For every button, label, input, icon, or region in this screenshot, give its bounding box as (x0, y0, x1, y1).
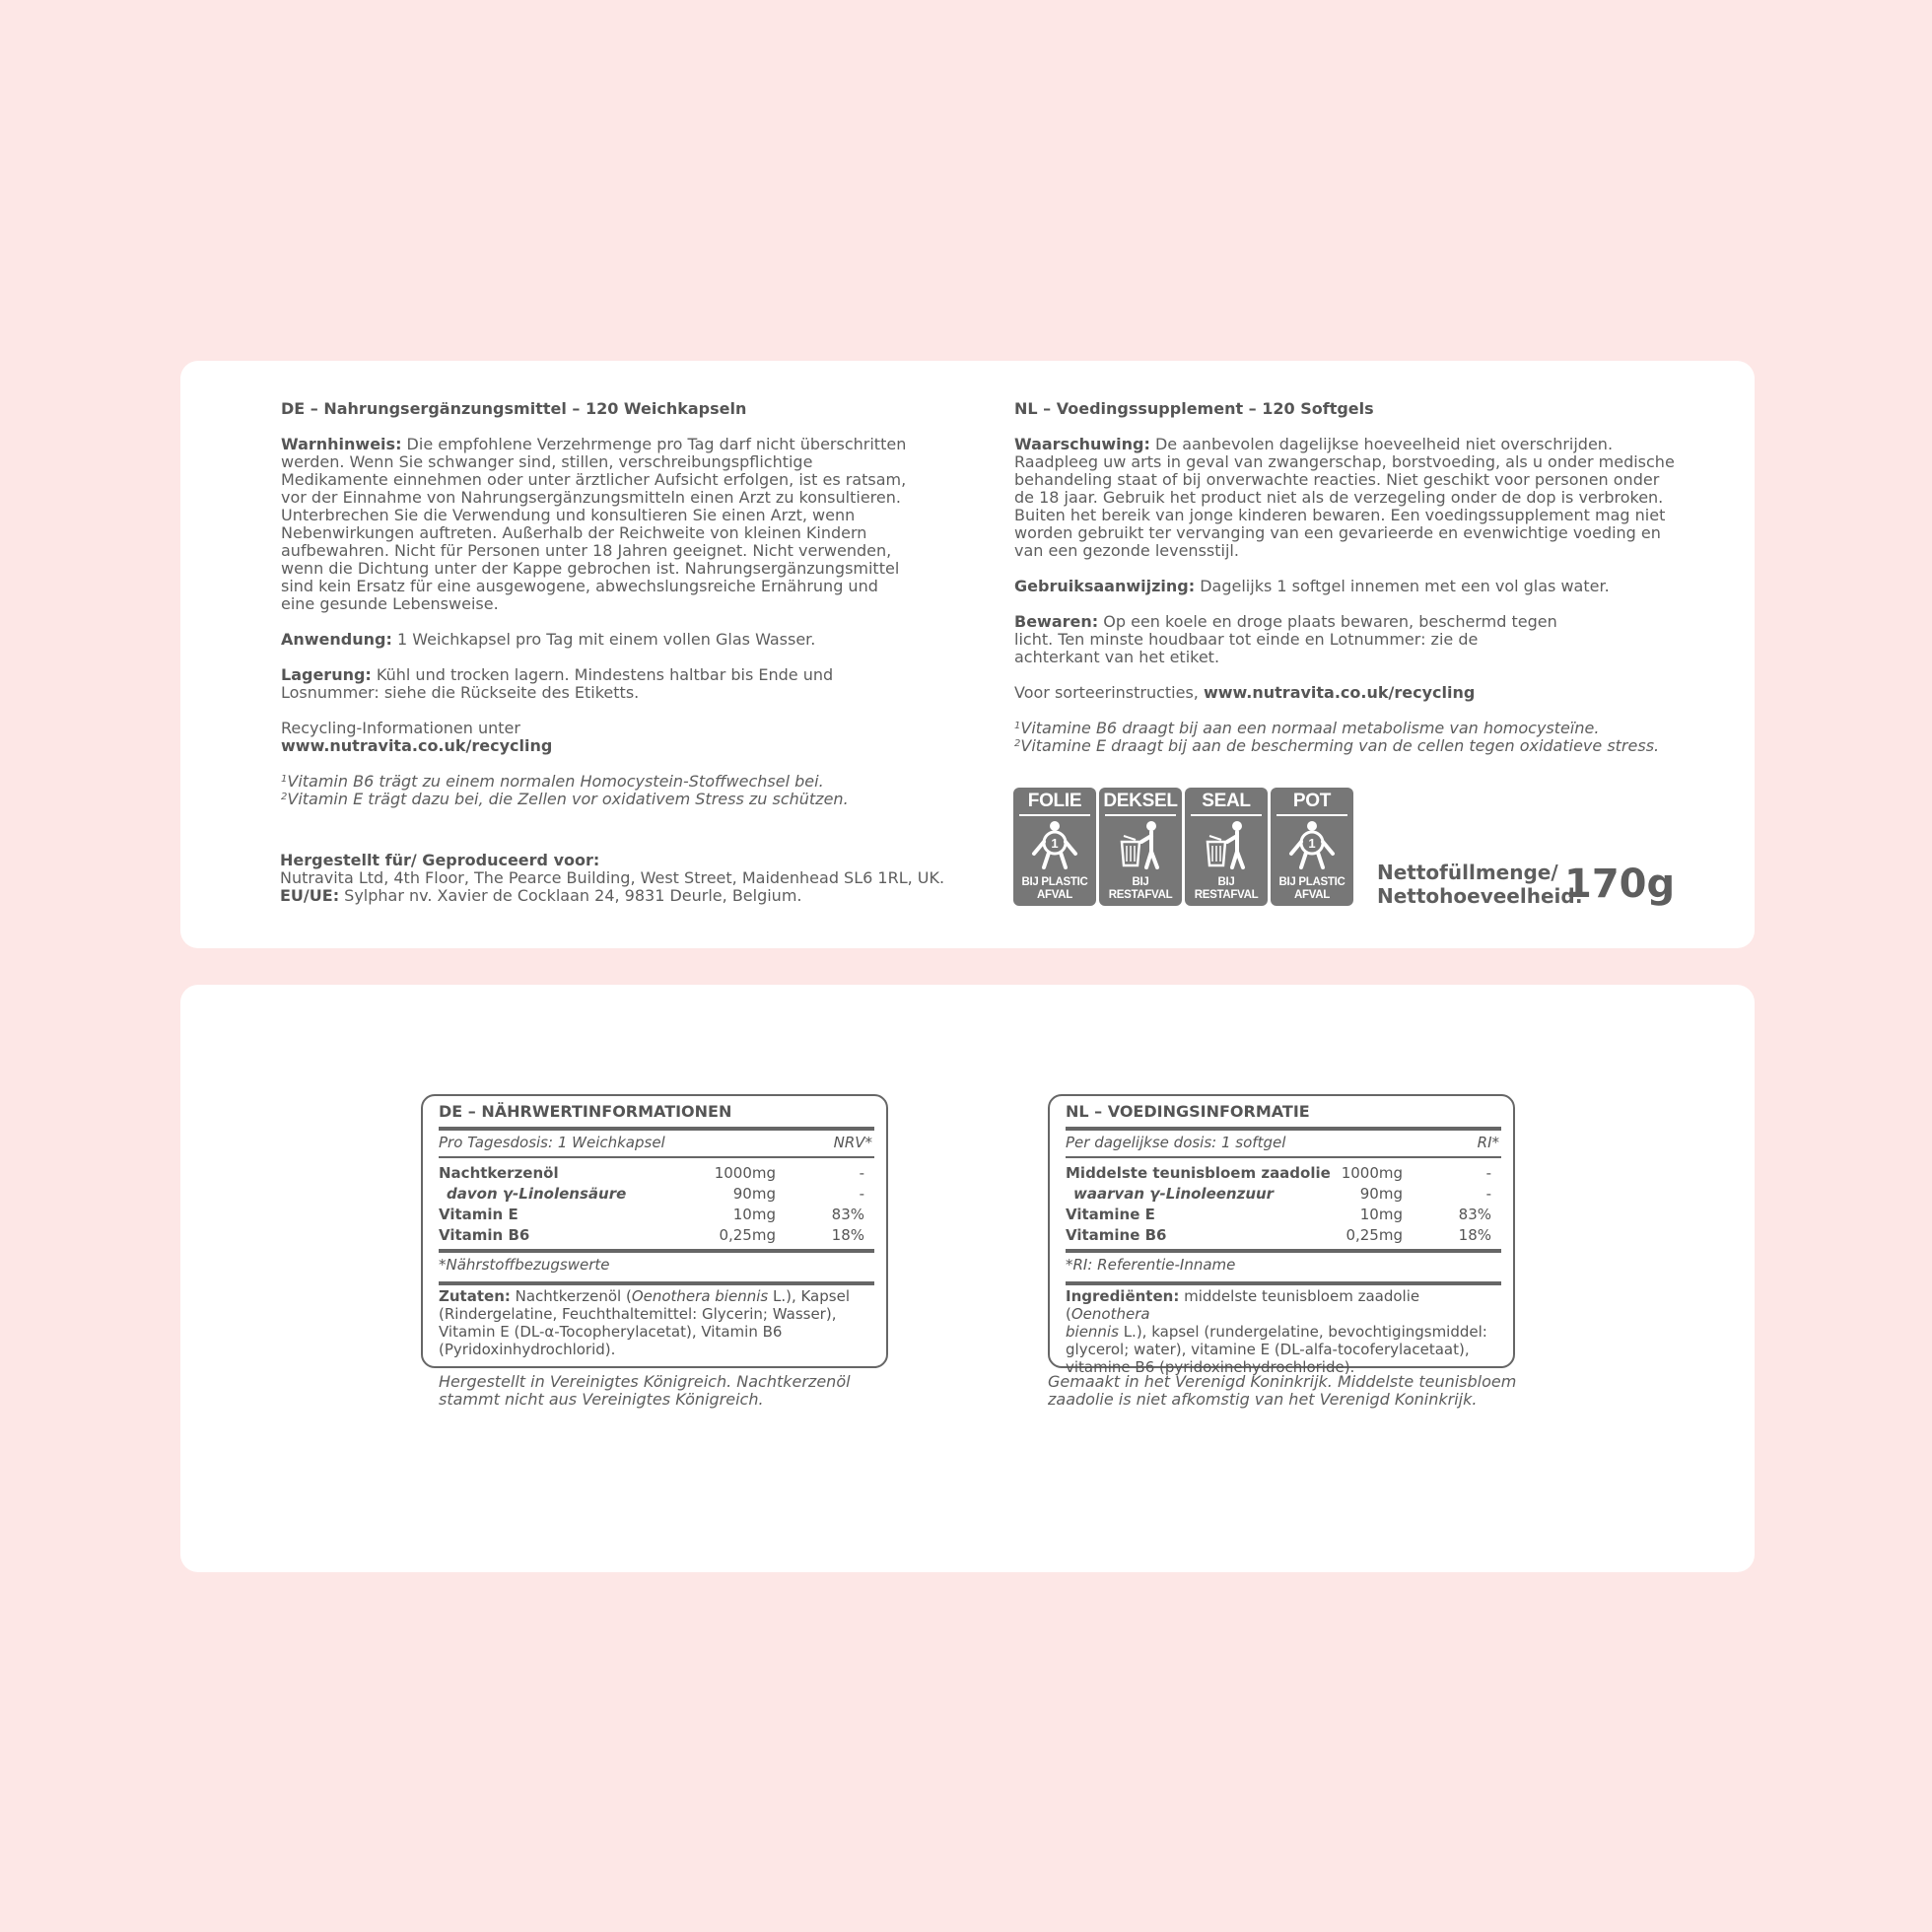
recycling-icon-pot (1271, 788, 1353, 906)
recycle-number: 1 (1308, 836, 1316, 851)
nl-ingredients-line: glycerol; water), vitamine E (DL-alfa-tocoferylacetaat), (1066, 1341, 1470, 1358)
table-row (439, 1163, 872, 1184)
de-warning-line: Nebenwirkungen auftreten. Außerhalb der Reichweite von kleinen Kindern (281, 523, 867, 542)
nl-reference-note: *RI: Referentie-Inname (1066, 1256, 1236, 1274)
nl-serving-label: Per dagelijkse dosis: 1 softgel (1066, 1134, 1286, 1151)
nl-ref-label: RI* (1477, 1134, 1499, 1151)
nutrient-pct: 83% (831, 1206, 864, 1223)
de-nutrient-rows (439, 1163, 872, 1246)
table-row (1066, 1163, 1499, 1184)
nl-footnotes: $^1$Vitamine B6 draagt bij aan een normaal metabolisme van homocysteïne. $^2$Vitamine E draagt bij aan de bescherming van de cellen tegen oxidatieve stress. (1014, 719, 1660, 755)
nutrient-name: Vitamin E (439, 1206, 518, 1223)
de-usage-text: 1 Weichkapsel pro Tag mit einem vollen Glas Wasser. (391, 630, 816, 649)
recycling-icons (1013, 788, 1358, 906)
nl-storage-line: achterkant van het etiket. (1014, 648, 1220, 666)
recycling-icon-title: SEAL (1202, 791, 1251, 811)
de-recycling-link[interactable]: www.nutravita.co.uk/recycling (281, 736, 553, 755)
de-warning-line: sind kein Ersatz für eine ausgewogene, abwechslungsreiche Ernährung und (281, 577, 878, 595)
de-warning-line: aufbewahren. Nicht für Personen unter 18 Jahren geeignet. Nicht verwenden, (281, 541, 892, 560)
eu-address: Sylphar nv. Xavier de Cocklaan 24, 9831 Deurle, Belgium. (339, 886, 802, 905)
de-ingredients-latin: Oenothera biennis (631, 1287, 769, 1305)
recycling-icon-line: AFVAL (1037, 889, 1072, 901)
de-ingredients-text: Nachtkerzenöl ( (510, 1287, 632, 1305)
nl-title: NL – Voedingssupplement – 120 Softgels (1014, 399, 1374, 418)
nl-warning-line: behandeling staat of bij onverwachte reacties. Niet geschikt voor personen onder (1014, 470, 1660, 489)
recycle-number: 1 (1051, 836, 1059, 851)
de-warning-line: eine gesunde Lebensweise. (281, 594, 499, 613)
nl-warning-line: Buiten het bereik van jonge kinderen bewaren. Een voedingssupplement mag niet (1014, 506, 1666, 524)
de-warning-line: vor der Einnahme von Nahrungsergänzungsmitteln einen Arzt zu konsultieren. (281, 488, 901, 507)
table-row (439, 1225, 872, 1246)
nl-ingredients-line: vitamine B6 (pyridoxinehydrochloride). (1066, 1358, 1355, 1376)
nl-nutrient-rows (1066, 1163, 1499, 1246)
person-plastic-icon (1030, 820, 1079, 869)
de-storage-line: Losnummer: siehe die Rückseite des Etiketts. (281, 683, 640, 702)
nutrient-name: Vitamin B6 (439, 1226, 530, 1244)
de-recycling (281, 720, 922, 755)
person-plastic-icon (1287, 820, 1337, 869)
de-origin-note (439, 1373, 912, 1409)
recycling-icon-title: FOLIE (1027, 791, 1082, 811)
net-quantity-label (1377, 861, 1583, 908)
recycling-icon-title: POT (1292, 791, 1332, 811)
de-footnote-2: Vitamin E trägt dazu bei, die Zellen vor oxidativem Stress zu schützen. (287, 790, 849, 808)
de-warning (281, 436, 922, 613)
recycling-icon-line: RESTAFVAL (1194, 889, 1259, 901)
table-row (439, 1205, 872, 1225)
recycling-icon-line: BIJ (1132, 876, 1149, 888)
person-bin-icon (1202, 820, 1251, 869)
manufacturer-info (280, 852, 990, 905)
recycling-icon-seal (1185, 788, 1268, 906)
nl-usage-label: Gebruiksaanwijzing: (1014, 577, 1196, 595)
de-warning-line: werden. Wenn Sie schwanger sind, stillen, verschreibungspflichtige (281, 452, 813, 471)
de-nutrition-heading: DE – NÄHRWERTINFORMATIONEN (439, 1102, 732, 1121)
nl-ingredients-label: Ingrediënten: (1066, 1287, 1180, 1305)
person-bin-icon (1116, 820, 1165, 869)
de-ingredients-label: Zutaten: (439, 1287, 511, 1305)
nl-warning-label: Waarschuwing: (1014, 435, 1150, 453)
de-title: DE – Nahrungsergänzungsmittel – 120 Weichkapseln (281, 399, 747, 418)
de-footnotes: $^1$Vitamin B6 trägt zu einem normalen Homocystein-Stoffwechsel bei. $^2$Vitamin E trägt dazu bei, die Zellen vor oxidativem Stress zu schützen. (281, 772, 849, 808)
table-row (1066, 1184, 1499, 1205)
nl-warning-line: de 18 jaar. Gebruik het product niet als de verzegeling onder de dop is verbroken. (1014, 488, 1664, 507)
de-warning-label: Warnhinweis: (281, 435, 402, 453)
manufacturer-address: Nutravita Ltd, 4th Floor, The Pearce Building, West Street, Maidenhead SL6 1RL, UK. (280, 868, 945, 887)
de-warning-line: Medikamente einnehmen oder unter ärztlicher Aufsicht erfolgen, ist es ratsam, (281, 470, 907, 489)
nl-footnote-1: Vitamine B6 draagt bij aan een normaal metabolisme van homocysteïne. (1020, 719, 1600, 737)
nutrient-name: davon γ-Linolensäure (447, 1185, 627, 1203)
nutrient-amount: 90mg (1359, 1185, 1403, 1203)
de-footnote-1: Vitamin B6 trägt zu einem normalen Homocystein-Stoffwechsel bei. (287, 772, 824, 791)
de-ingredients-line: (Pyridoxinhydrochlorid). (439, 1341, 616, 1358)
table-row (439, 1184, 872, 1205)
de-warning-line: Unterbrechen Sie die Verwendung und konsultieren Sie einen Arzt, wenn (281, 506, 856, 524)
nl-ingredients-text: L.), kapsel (rundergelatine, bevochtigingsmiddel: (1118, 1323, 1487, 1341)
nl-storage-line: licht. Ten minste houdbaar tot einde en Lotnummer: zie de (1014, 630, 1479, 649)
nl-serving-row (1066, 1134, 1499, 1151)
nl-origin-note (1048, 1373, 1560, 1409)
de-text-column (281, 400, 922, 808)
de-ingredients-line: (Rindergelatine, Feuchthaltemittel: Glycerin; Wasser), (439, 1305, 837, 1323)
de-storage (281, 666, 922, 702)
net-quantity-value: 170g (1564, 862, 1676, 907)
label-nutrition-panel (180, 985, 1755, 1572)
de-ingredients-text: L.), Kapsel (768, 1287, 850, 1305)
de-ingredients-line: Vitamin E (DL-α-Tocopherylacetat), Vitamin B6 (439, 1323, 783, 1341)
nl-recycling-link[interactable]: www.nutravita.co.uk/recycling (1203, 683, 1476, 702)
nl-ingredients-latin: biennis (1066, 1323, 1119, 1341)
de-warning-line: wenn die Dichtung unter der Kappe gebrochen ist. Nahrungsergänzungsmittel (281, 559, 900, 578)
recycling-icon-line: AFVAL (1294, 889, 1330, 901)
nutrient-name: Middelste teunisbloem zaadolie (1066, 1164, 1331, 1182)
nl-recycling-text: Voor sorteerinstructies, (1014, 683, 1204, 702)
nutrient-pct: 18% (1458, 1226, 1491, 1244)
nl-recycling (1014, 684, 1685, 702)
de-ref-label: NRV* (833, 1134, 872, 1151)
de-origin-line: Hergestellt in Vereinigtes Königreich. Nachtkerzenöl (439, 1372, 851, 1391)
nl-warning (1014, 436, 1685, 560)
nl-nutrition-table (1048, 1094, 1515, 1376)
de-storage-line: Kühl und trocken lagern. Mindestens haltbar bis Ende und (371, 665, 834, 684)
de-nutrition-table (421, 1094, 888, 1368)
de-recycling-text: Recycling-Informationen unter (281, 719, 520, 737)
nl-warning-line: Raadpleeg uw arts in geval van zwangerschap, borstvoeding, als u onder medische (1014, 452, 1675, 471)
nutrient-amount: 1000mg (714, 1164, 776, 1182)
nl-footnote-2: Vitamine E draagt bij aan de bescherming van de cellen tegen oxidatieve stress. (1020, 736, 1660, 755)
nl-storage (1014, 613, 1685, 666)
nutrient-pct: - (1485, 1185, 1491, 1203)
nl-origin-line: Gemaakt in het Verenigd Koninkrijk. Middelste teunisbloem (1048, 1372, 1517, 1391)
nutrient-pct: - (1485, 1164, 1491, 1182)
net-label-line: Nettohoeveelheid: (1377, 884, 1583, 908)
nl-warning-line: van een gezonde levensstijl. (1014, 541, 1239, 560)
nl-ingredients (1066, 1287, 1499, 1376)
nl-usage (1014, 578, 1685, 595)
nutrient-pct: 18% (831, 1226, 864, 1244)
recycling-icon-deksel (1099, 788, 1182, 906)
nutrient-name: Nachtkerzenöl (439, 1164, 559, 1182)
nutrient-pct: 83% (1458, 1206, 1491, 1223)
nl-ingredients-latin: Oenothera (1070, 1305, 1150, 1323)
nl-storage-line: Op een koele en droge plaats bewaren, beschermd tegen (1098, 612, 1557, 631)
label-front-panel (180, 361, 1755, 948)
nl-nutrition-heading: NL – VOEDINGSINFORMATIE (1066, 1102, 1310, 1121)
nutrient-name: waarvan γ-Linoleenzuur (1073, 1185, 1275, 1203)
nl-origin-line: zaadolie is niet afkomstig van het Verenigd Koninkrijk. (1048, 1390, 1478, 1409)
nl-warning-line: worden gebruikt ter vervanging van een gevarieerde en evenwichtige voeding en (1014, 523, 1661, 542)
nl-ingredients-text: middelste teunisbloem zaadolie ( (1066, 1287, 1420, 1323)
nl-usage-text: Dagelijks 1 softgel innemen met een vol glas water. (1195, 577, 1610, 595)
recycling-icon-folie (1013, 788, 1096, 906)
nl-storage-label: Bewaren: (1014, 612, 1099, 631)
manufacturer-label: Hergestellt für/ Geproduceerd voor: (280, 851, 600, 869)
nutrient-name: Vitamine B6 (1066, 1226, 1167, 1244)
nutrient-name: Vitamine E (1066, 1206, 1155, 1223)
recycling-icon-line: BIJ PLASTIC (1021, 876, 1088, 888)
recycling-icon-line: BIJ PLASTIC (1278, 876, 1346, 888)
nutrient-pct: - (859, 1164, 864, 1182)
eu-label: EU/UE: (280, 886, 340, 905)
de-usage-label: Anwendung: (281, 630, 392, 649)
nutrient-amount: 10mg (732, 1206, 776, 1223)
nutrient-pct: - (859, 1185, 864, 1203)
de-warning-line: Die empfohlene Verzehrmenge pro Tag darf nicht überschritten (401, 435, 907, 453)
nutrient-amount: 0,25mg (719, 1226, 776, 1244)
de-usage (281, 631, 922, 649)
de-origin-line: stammt nicht aus Vereinigtes Königreich. (439, 1390, 764, 1409)
de-reference-note: *Nährstoffbezugswerte (439, 1256, 610, 1274)
table-row (1066, 1205, 1499, 1225)
nutrient-amount: 90mg (732, 1185, 776, 1203)
recycling-icon-line: BIJ (1217, 876, 1235, 888)
nutrient-amount: 10mg (1359, 1206, 1403, 1223)
recycling-icon-title: DEKSEL (1103, 791, 1178, 811)
de-serving-row (439, 1134, 872, 1151)
recycling-icon-line: RESTAFVAL (1108, 889, 1173, 901)
nutrient-amount: 1000mg (1341, 1164, 1403, 1182)
de-storage-label: Lagerung: (281, 665, 372, 684)
nl-warning-line: De aanbevolen dagelijkse hoeveelheid niet overschrijden. (1149, 435, 1614, 453)
nutrient-amount: 0,25mg (1346, 1226, 1403, 1244)
table-row (1066, 1225, 1499, 1246)
de-serving-label: Pro Tagesdosis: 1 Weichkapsel (439, 1134, 665, 1151)
net-label-line: Nettofüllmenge/ (1377, 861, 1558, 884)
de-ingredients (439, 1287, 872, 1358)
nl-text-column (1014, 400, 1685, 755)
